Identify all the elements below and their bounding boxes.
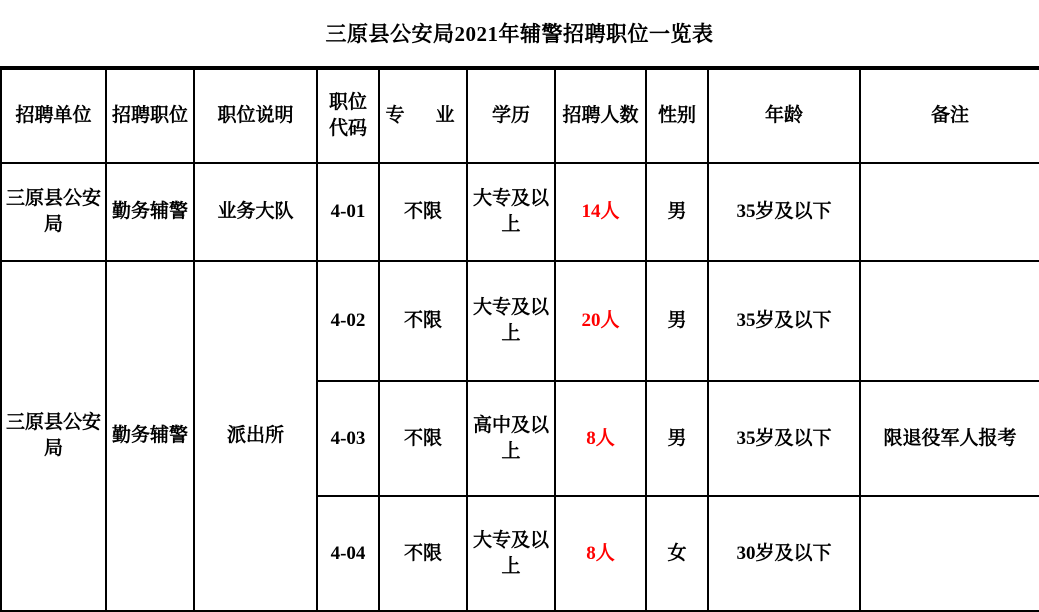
cell-major: 不限: [379, 496, 467, 611]
column-header-age: 年龄: [708, 69, 860, 163]
column-header-unit: 招聘单位: [1, 69, 106, 163]
cell-gender: 男: [646, 261, 708, 381]
cell-major: 不限: [379, 163, 467, 261]
cell-unit: 三原县公安局: [1, 261, 106, 611]
cell-position: 勤务辅警: [106, 163, 194, 261]
cell-position: 勤务辅警: [106, 261, 194, 611]
cell-count: 8人: [555, 496, 646, 611]
cell-education: 高中及以上: [467, 381, 555, 496]
cell-count: 14人: [555, 163, 646, 261]
cell-education: 大专及以上: [467, 163, 555, 261]
cell-remark: [860, 261, 1039, 381]
cell-description: 派出所: [194, 261, 317, 611]
cell-major: 不限: [379, 261, 467, 381]
column-header-code: 职位代码: [317, 69, 379, 163]
cell-remark: 限退役军人报考: [860, 381, 1039, 496]
cell-code: 4-04: [317, 496, 379, 611]
cell-code: 4-03: [317, 381, 379, 496]
title-bar: [0, 0, 1039, 68]
cell-age: 35岁及以下: [708, 381, 860, 496]
column-header-remark: 备注: [860, 69, 1039, 163]
table-body: [1, 163, 1039, 611]
column-header-count: 招聘人数: [555, 69, 646, 163]
cell-code: 4-01: [317, 163, 379, 261]
column-header-description: 职位说明: [194, 69, 317, 163]
cell-major: 不限: [379, 381, 467, 496]
cell-count: 20人: [555, 261, 646, 381]
column-header-position: 招聘职位: [106, 69, 194, 163]
cell-unit: 三原县公安局: [1, 163, 106, 261]
cell-description: 业务大队: [194, 163, 317, 261]
cell-remark: [860, 496, 1039, 611]
column-header-major: 专 业: [379, 69, 467, 163]
cell-gender: 男: [646, 163, 708, 261]
cell-education: 大专及以上: [467, 261, 555, 381]
cell-age: 35岁及以下: [708, 163, 860, 261]
cell-age: 30岁及以下: [708, 496, 860, 611]
page-title: 三原县公安局2021年辅警招聘职位一览表: [325, 22, 714, 46]
recruitment-table: [0, 68, 1039, 612]
table-row: [1, 261, 1039, 381]
table-header-row: [1, 69, 1039, 163]
column-header-gender: 性别: [646, 69, 708, 163]
cell-code: 4-02: [317, 261, 379, 381]
table-header: [1, 69, 1039, 163]
cell-education: 大专及以上: [467, 496, 555, 611]
table-row: [1, 163, 1039, 261]
cell-remark: [860, 163, 1039, 261]
cell-age: 35岁及以下: [708, 261, 860, 381]
column-header-education: 学历: [467, 69, 555, 163]
cell-gender: 女: [646, 496, 708, 611]
cell-count: 8人: [555, 381, 646, 496]
cell-gender: 男: [646, 381, 708, 496]
